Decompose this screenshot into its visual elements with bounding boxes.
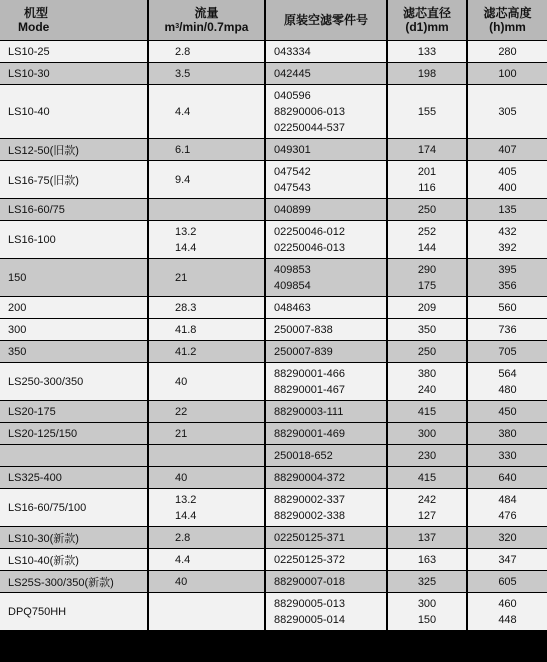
table-row (0, 445, 547, 467)
height-cell (467, 199, 547, 221)
height-cell-value: 395 (498, 263, 517, 276)
diameter-cell (387, 41, 467, 63)
diameter-cell-value: 163 (417, 553, 437, 566)
flow-cell (148, 221, 265, 259)
diameter-cell-value: 350 (417, 323, 437, 336)
diameter-cell (387, 467, 467, 489)
flow-cell (148, 85, 265, 139)
diameter-cell-value: 300 (417, 427, 437, 440)
flow-cell-value: 21 (175, 427, 188, 440)
diameter-cell-value: 127 (417, 509, 437, 522)
diameter-cell-value: 300 (417, 597, 437, 610)
flow-cell-value: 41.2 (175, 345, 197, 358)
model-cell: LS16-75(旧款) (0, 161, 148, 199)
model-cell: LS250-300/350 (0, 363, 148, 401)
flow-cell (148, 63, 265, 85)
diameter-cell-value: 209 (417, 301, 437, 314)
table-body (0, 41, 547, 631)
part-number-cell (265, 297, 387, 319)
flow-cell (148, 445, 265, 467)
height-cell-value: 305 (498, 105, 517, 118)
part-number-cell-value: 88290006-013 (274, 105, 345, 118)
flow-cell (148, 161, 265, 199)
height-cell (467, 139, 547, 161)
height-cell (467, 467, 547, 489)
flow-cell (148, 467, 265, 489)
table-row (0, 527, 547, 549)
part-number-cell-value: 040596 (274, 89, 311, 102)
table-row (0, 593, 547, 631)
model-cell: LS325-400 (0, 467, 148, 489)
diameter-cell-value: 175 (417, 279, 437, 292)
part-number-cell (265, 423, 387, 445)
part-number-cell-value: 88290005-014 (274, 613, 345, 626)
height-cell-value: 135 (498, 203, 517, 216)
model-cell: DPQ750HH (0, 593, 148, 631)
height-cell (467, 85, 547, 139)
flow-cell-value: 4.4 (175, 105, 191, 118)
part-number-cell-value: 88290001-469 (274, 427, 345, 440)
part-number-cell-value: 040899 (274, 203, 311, 216)
part-number-cell-value: 043334 (274, 45, 311, 58)
part-number-cell (265, 139, 387, 161)
part-number-cell-value: 88290004-372 (274, 471, 345, 484)
height-cell (467, 549, 547, 571)
diameter-cell (387, 571, 467, 593)
part-number-cell-value: 250007-838 (274, 323, 333, 336)
header-flow: 流量 $m^3/\min/0.7mpa$ (148, 0, 265, 41)
model-cell: LS16-60/75 (0, 199, 148, 221)
table-row (0, 85, 547, 139)
part-number-cell-value: 88290001-467 (274, 383, 345, 396)
table-row (0, 139, 547, 161)
diameter-cell-value: 137 (417, 531, 437, 544)
diameter-cell-value: 174 (417, 143, 437, 156)
diameter-cell-value: 325 (417, 575, 437, 588)
part-number-cell-value: 02250046-013 (274, 241, 345, 254)
height-cell (467, 593, 547, 631)
height-cell-value: 405 (498, 165, 517, 178)
diameter-cell-value: 150 (417, 613, 437, 626)
height-cell-value: 560 (498, 301, 517, 314)
diameter-cell-value: 415 (417, 471, 437, 484)
model-cell: 200 (0, 297, 148, 319)
height-cell-value: 407 (498, 143, 517, 156)
flow-cell-value: 21 (175, 271, 188, 284)
flow-cell (148, 199, 265, 221)
flow-cell (148, 527, 265, 549)
flow-cell-value: 3.5 (175, 67, 191, 80)
header-model: 机型 Mode (0, 0, 148, 41)
table-row (0, 259, 547, 297)
flow-cell-value: 13.2 (175, 225, 197, 238)
height-cell-value: 400 (498, 181, 517, 194)
table-row (0, 63, 547, 85)
flow-cell-value: 40 (175, 375, 188, 388)
part-number-cell (265, 527, 387, 549)
height-cell-value: 432 (498, 225, 517, 238)
height-cell-value: 448 (498, 613, 517, 626)
height-cell (467, 63, 547, 85)
table-row (0, 319, 547, 341)
flow-cell (148, 401, 265, 423)
part-number-cell-value: 88290005-013 (274, 597, 345, 610)
flow-cell-value: 40 (175, 471, 188, 484)
height-cell-value: 476 (498, 509, 517, 522)
model-cell: LS16-60/75/100 (0, 489, 148, 527)
diameter-cell-value: 144 (417, 241, 437, 254)
flow-cell-value: 13.2 (175, 493, 197, 506)
header-row (0, 0, 547, 41)
model-cell: 300 (0, 319, 148, 341)
model-cell: 350 (0, 341, 148, 363)
part-number-cell-value: 409853 (274, 263, 311, 276)
height-cell-value: 640 (498, 471, 517, 484)
table-row (0, 161, 547, 199)
table-row (0, 571, 547, 593)
model-cell: LS12-50(旧款) (0, 139, 148, 161)
diameter-cell-value: 380 (417, 367, 437, 380)
part-number-cell (265, 259, 387, 297)
flow-cell (148, 259, 265, 297)
diameter-cell (387, 401, 467, 423)
diameter-cell (387, 297, 467, 319)
diameter-cell (387, 63, 467, 85)
height-cell (467, 41, 547, 63)
model-cell: LS20-175 (0, 401, 148, 423)
diameter-cell-value: 155 (417, 105, 437, 118)
height-cell (467, 401, 547, 423)
part-number-cell (265, 401, 387, 423)
diameter-cell-value: 230 (417, 449, 437, 462)
height-cell (467, 445, 547, 467)
height-cell-value: 280 (498, 45, 517, 58)
diameter-cell-value: 116 (418, 181, 436, 194)
flow-cell (148, 297, 265, 319)
flow-cell-value: 41.8 (175, 323, 197, 336)
diameter-cell (387, 593, 467, 631)
diameter-cell-value: 242 (417, 493, 437, 506)
diameter-cell-value: 290 (417, 263, 437, 276)
flow-cell-value: 22 (175, 405, 188, 418)
flow-cell-value: 6.1 (175, 143, 191, 156)
table-row (0, 467, 547, 489)
height-cell-value: 484 (498, 493, 517, 506)
header-height: 滤芯高度 (h)mm (467, 0, 547, 41)
table-row (0, 41, 547, 63)
diameter-cell (387, 423, 467, 445)
height-cell (467, 571, 547, 593)
height-cell-value: 605 (498, 575, 517, 588)
height-cell-value: 380 (498, 427, 517, 440)
part-number-cell-value: 049301 (274, 143, 311, 156)
flow-cell (148, 363, 265, 401)
flow-cell-value: 14.4 (175, 509, 197, 522)
height-cell-value: 736 (498, 323, 517, 336)
model-cell (0, 445, 148, 467)
height-cell-value: 460 (498, 597, 517, 610)
part-number-cell-value: 02250125-371 (274, 531, 345, 544)
flow-cell (148, 423, 265, 445)
header-diameter: 滤芯直径 (d1)mm (387, 0, 467, 41)
table-row (0, 401, 547, 423)
part-number-cell (265, 221, 387, 259)
part-number-cell-value: 409854 (274, 279, 311, 292)
diameter-cell-value: 250 (417, 345, 437, 358)
flow-cell-value: 40 (175, 575, 188, 588)
part-number-cell (265, 63, 387, 85)
part-number-cell (265, 445, 387, 467)
part-number-cell (265, 363, 387, 401)
diameter-cell-value: 198 (417, 67, 437, 80)
model-cell: LS10-40 (0, 85, 148, 139)
diameter-cell (387, 341, 467, 363)
height-cell-value: 100 (498, 67, 517, 80)
height-cell-value: 356 (498, 279, 517, 292)
diameter-cell-value: 252 (417, 225, 437, 238)
model-cell: LS20-125/150 (0, 423, 148, 445)
part-number-cell-value: 88290001-466 (274, 367, 345, 380)
diameter-cell-value: 250 (417, 203, 437, 216)
part-number-cell (265, 489, 387, 527)
part-number-cell-value: 88290002-337 (274, 493, 345, 506)
flow-cell (148, 319, 265, 341)
height-cell-value: 705 (498, 345, 517, 358)
flow-cell-value: 2.8 (175, 45, 191, 58)
height-cell-value: 330 (498, 449, 517, 462)
height-cell (467, 259, 547, 297)
table-row (0, 341, 547, 363)
diameter-cell (387, 363, 467, 401)
part-number-cell (265, 571, 387, 593)
flow-cell-value: 9.4 (175, 173, 191, 186)
model-cell: LS10-30(新款) (0, 527, 148, 549)
model-cell: LS10-25 (0, 41, 148, 63)
part-number-cell (265, 85, 387, 139)
part-number-cell-value: 02250046-012 (274, 225, 345, 238)
part-number-cell-value: 88290002-338 (274, 509, 345, 522)
diameter-cell (387, 259, 467, 297)
height-cell-value: 480 (498, 383, 517, 396)
height-cell (467, 363, 547, 401)
flow-cell (148, 139, 265, 161)
diameter-cell (387, 139, 467, 161)
diameter-cell-value: 201 (417, 165, 437, 178)
height-cell (467, 297, 547, 319)
part-number-cell (265, 41, 387, 63)
part-number-cell (265, 161, 387, 199)
part-number-cell-value: 048463 (274, 301, 311, 314)
height-cell (467, 527, 547, 549)
flow-cell (148, 341, 265, 363)
model-cell: LS10-30 (0, 63, 148, 85)
height-cell-value: 450 (498, 405, 517, 418)
part-number-cell-value: 88290003-111 (274, 405, 344, 418)
part-number-cell-value: 042445 (274, 67, 311, 80)
diameter-cell-value: 133 (417, 45, 437, 58)
model-cell: LS25S-300/350(新款) (0, 571, 148, 593)
table-row (0, 489, 547, 527)
diameter-cell (387, 549, 467, 571)
height-cell (467, 423, 547, 445)
header-part-number: 原装空滤零件号 (265, 0, 387, 41)
part-number-cell (265, 199, 387, 221)
part-number-cell (265, 593, 387, 631)
diameter-cell (387, 221, 467, 259)
diameter-cell-value: 415 (417, 405, 437, 418)
height-cell (467, 221, 547, 259)
height-cell (467, 161, 547, 199)
table-row (0, 363, 547, 401)
flow-cell-value: 4.4 (175, 553, 191, 566)
height-cell (467, 319, 547, 341)
part-number-cell-value: 250007-839 (274, 345, 333, 358)
flow-cell (148, 593, 265, 631)
model-cell: LS10-40(新款) (0, 549, 148, 571)
model-cell: 150 (0, 259, 148, 297)
height-cell-value: 347 (498, 553, 517, 566)
table-row (0, 297, 547, 319)
height-cell-value: 564 (498, 367, 517, 380)
part-number-cell (265, 467, 387, 489)
part-number-cell-value: 02250044-537 (274, 121, 345, 134)
diameter-cell (387, 161, 467, 199)
table-row (0, 199, 547, 221)
part-number-cell (265, 341, 387, 363)
diameter-cell (387, 445, 467, 467)
diameter-cell (387, 489, 467, 527)
diameter-cell (387, 199, 467, 221)
height-cell-value: 320 (498, 531, 517, 544)
part-number-cell-value: 88290007-018 (274, 575, 345, 588)
part-number-cell (265, 319, 387, 341)
part-number-cell-value: 02250125-372 (274, 553, 345, 566)
flow-cell (148, 571, 265, 593)
diameter-cell (387, 527, 467, 549)
flow-cell (148, 41, 265, 63)
flow-cell-value: 28.3 (175, 301, 197, 314)
flow-cell (148, 549, 265, 571)
diameter-cell (387, 319, 467, 341)
part-number-cell-value: 047542 (274, 165, 311, 178)
height-cell (467, 489, 547, 527)
part-number-cell (265, 549, 387, 571)
diameter-cell (387, 85, 467, 139)
part-number-cell-value: 047543 (274, 181, 311, 194)
diameter-cell-value: 240 (417, 383, 437, 396)
table-row (0, 221, 547, 259)
model-cell: LS16-100 (0, 221, 148, 259)
table-row (0, 423, 547, 445)
part-number-cell-value: 250018-652 (274, 449, 333, 462)
flow-cell-value: 14.4 (175, 241, 197, 254)
table-row (0, 549, 547, 571)
height-cell (467, 341, 547, 363)
flow-cell-value: 2.8 (175, 531, 191, 544)
flow-cell (148, 489, 265, 527)
height-cell-value: 392 (498, 241, 517, 254)
